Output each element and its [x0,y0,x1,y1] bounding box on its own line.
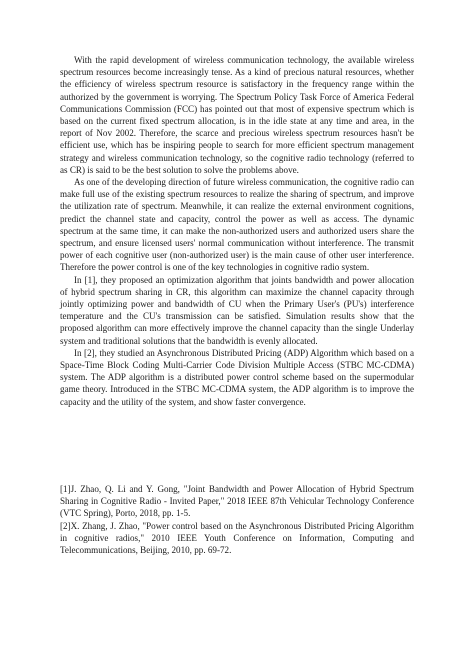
reference-item-2: [2]X. Zhang, J. Zhao, "Power control based on the Asynchronous Distributed Pricing Algorithm in cognitive radios," 2010 IEEE Youth Conference on Information, Computing and Telecommunications, Beijing, 2010, pp. 69-72. [60,520,414,556]
paragraph-reference-2-summary: In [2], they studied an Asynchronous Distributed Pricing (ADP) Algorithm which based on a Space-Time Block Coding Multi-Carrier Code Division Multiple Access (STBC MC-CDMA) system. The ADP algorithm is a distributed power control scheme based on the supermodular game theory. Introduced in the STBC MC-CDMA system, the ADP algorithm is to improve the capacity and the utility of the system, and show faster convergence. [60,347,414,407]
reference-item-1: [1]J. Zhao, Q. Li and Y. Gong, "Joint Bandwidth and Power Allocation of Hybrid Spectrum Sharing in Cognitive Radio - Invited Paper," 2018 IEEE 87th Vehicular Technology Conference (VTC Spring), Porto, 2018, pp. 1-5. [60,484,414,519]
body-text [60,54,414,408]
paragraph-intro: With the rapid development of wireless communication technology, the available wireless spectrum resources become increasingly tense. As a kind of precious natural resources, whether the efficiency of wireless spectrum resource is satisfactory in the frequency range within the authorized by the government is worrying. The Spectrum Policy Task Force of America Federal Communications Commission (FCC) has pointed out that most of expensive spectrum which is based on the current fixed spectrum allocation, is in the idle state at any time and area, in the report of Nov 2002. Therefore, the scarce and precious wireless spectrum resources hasn't be efficient use, which has be inspiring people to search for more efficient spectrum management strategy and wireless communication technology, so the cognitive radio technology (referred to as CR) is said to be the best solution to solve the problems above. [60,55,414,175]
paragraph-cognitive-radio: As one of the developing direction of future wireless communication, the cognitive radio can make full use of the existing spectrum resources to realize the sharing of spectrum, and improve the utilization rate of spectrum. Meanwhile, it can realize the external environment cognitions, predict the channel state and capacity, control the power as well as access. The dynamic spectrum at the same time, it can make the non-authorized users and authorized users share the spectrum, and ensure licensed users' normal communication without interference. The transmit power of each cognitive user (non-authorized user) is the main cause of other user interference. Therefore the power control is one of the key technologies in cognitive radio system. [60,177,414,273]
reference-list [60,483,414,556]
paragraph-reference-1-summary: In [1], they proposed an optimization algorithm that joints bandwidth and power allocation of hybrid spectrum sharing in CR, this algorithm can maximize the channel capacity through jointly optimizing power and bandwidth of CU when the Primary User's (PU's) interference temperature and the CU's transmission can be satisfied. Simulation results show that the proposed algorithm can more effectively improve the channel capacity than the single Underlay system and traditional solutions that the bandwidth is evenly allocated. [60,274,414,346]
